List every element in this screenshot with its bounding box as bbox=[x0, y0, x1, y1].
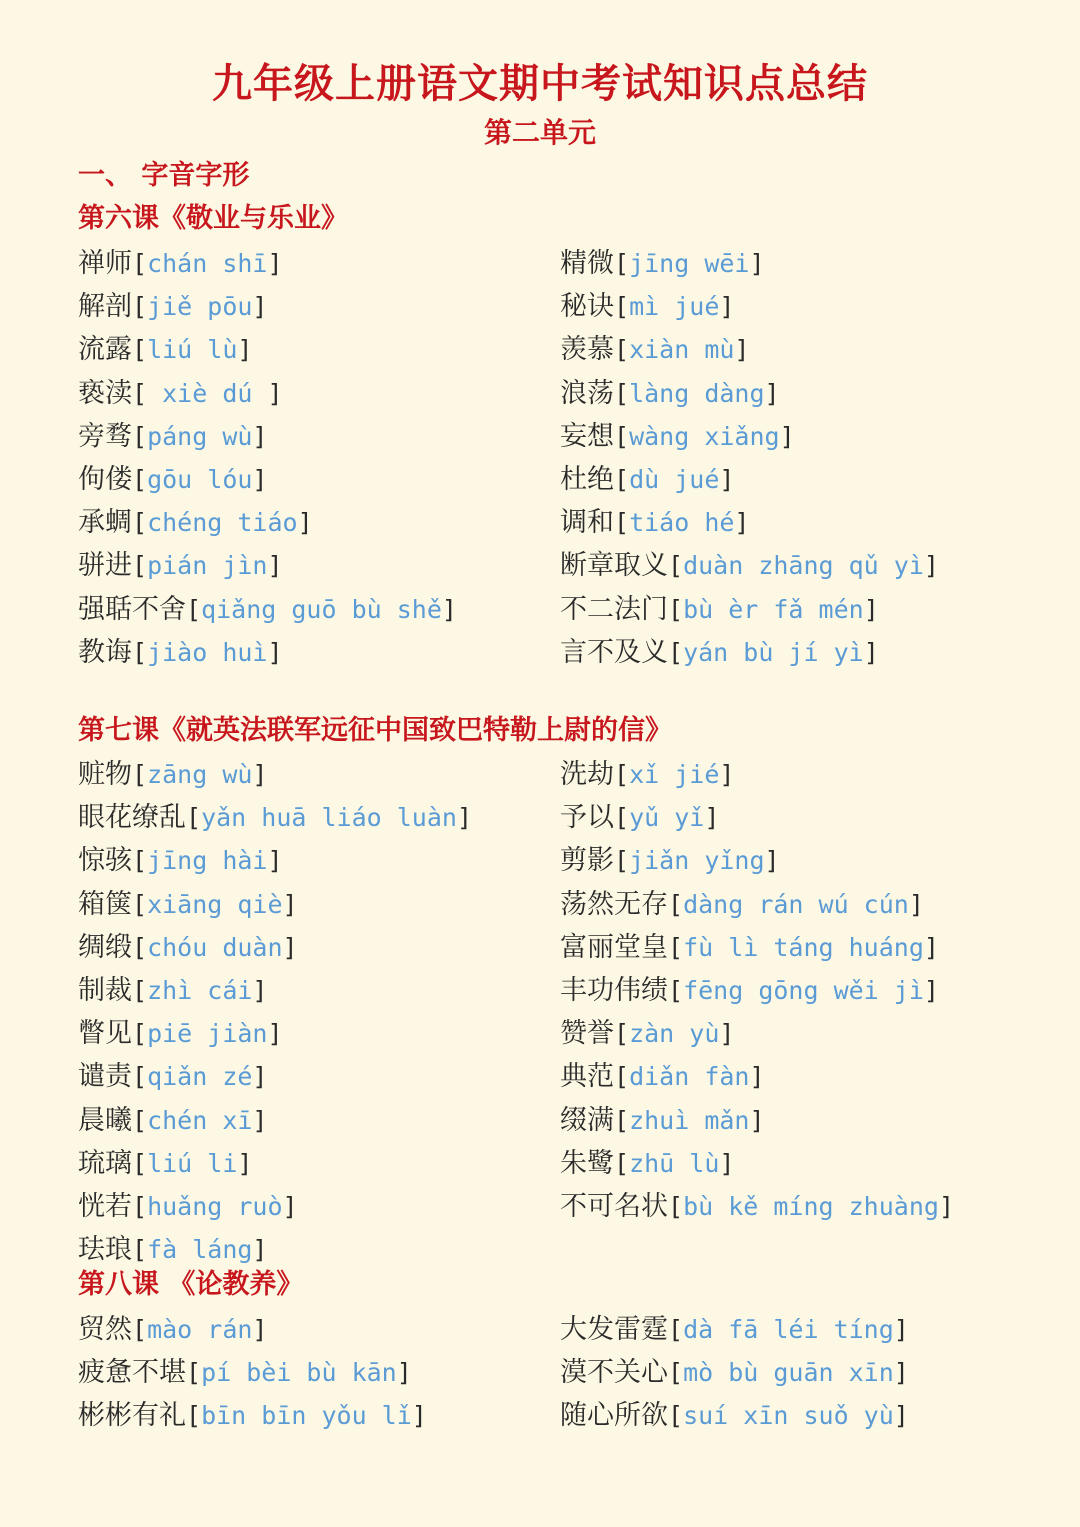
left-bracket: [ bbox=[614, 846, 630, 876]
vocab-entry bbox=[78, 1394, 560, 1437]
right-bracket: ] bbox=[297, 508, 313, 538]
vocab-word: 亵渎 bbox=[78, 377, 132, 409]
vocab-word: 予以 bbox=[560, 802, 614, 834]
vocab-pinyin: diǎn fàn bbox=[629, 1062, 750, 1092]
left-bracket: [ bbox=[614, 1148, 630, 1178]
left-bracket: [ bbox=[668, 1191, 684, 1221]
left-bracket: [ bbox=[132, 932, 148, 962]
left-bracket: [ bbox=[132, 1105, 148, 1135]
left-bracket: [ bbox=[614, 378, 630, 408]
vocab-word: 不可名状 bbox=[560, 1190, 668, 1222]
vocab-pinyin: fà láng bbox=[147, 1235, 253, 1265]
left-bracket: [ bbox=[132, 508, 148, 538]
right-bracket: ] bbox=[252, 464, 268, 494]
vocab-entry bbox=[560, 1099, 1038, 1142]
vocab-entry bbox=[78, 839, 560, 882]
vocab-word: 洗劫 bbox=[560, 759, 614, 790]
vocab-entry bbox=[78, 242, 560, 285]
vocab-pinyin: qiǎng guō bù shě bbox=[201, 594, 442, 624]
vocab-entry bbox=[78, 753, 560, 796]
vocab-entry bbox=[78, 1228, 560, 1271]
vocab-word: 富丽堂皇 bbox=[560, 931, 668, 963]
right-bracket: ] bbox=[267, 378, 283, 408]
vocab-word: 流露 bbox=[78, 334, 132, 366]
vocab-entry bbox=[78, 1099, 560, 1142]
vocab-word: 瞥见 bbox=[78, 1018, 132, 1050]
vocab-entry bbox=[78, 1055, 560, 1098]
right-bracket: ] bbox=[923, 975, 939, 1005]
left-bracket: [ bbox=[132, 464, 148, 494]
right-bracket: ] bbox=[252, 1062, 268, 1092]
vocab-pinyin: bù kě míng zhuàng bbox=[683, 1191, 939, 1221]
vocab-entry bbox=[560, 544, 1038, 587]
vocab-pinyin: xiāng qiè bbox=[147, 889, 283, 919]
vocab-word: 眼花缭乱 bbox=[78, 802, 186, 834]
left-bracket: [ bbox=[668, 975, 684, 1005]
vocab-entry bbox=[78, 1185, 560, 1228]
vocab-word: 教诲 bbox=[78, 636, 132, 668]
left-bracket: [ bbox=[614, 421, 630, 451]
right-bracket: ] bbox=[893, 1358, 909, 1388]
left-bracket: [ bbox=[614, 508, 630, 538]
vocab-pinyin: xiàn mù bbox=[629, 335, 735, 365]
vocab-entry bbox=[78, 501, 560, 544]
vocab-pinyin: pí bèi bù kān bbox=[201, 1358, 397, 1388]
document-title: 九年级上册语文期中考试知识点总结 bbox=[212, 60, 868, 107]
vocab-pinyin: jiě pōu bbox=[147, 292, 253, 322]
vocab-word: 羡慕 bbox=[560, 334, 614, 366]
right-bracket: ] bbox=[267, 1019, 283, 1049]
right-bracket: ] bbox=[908, 889, 924, 919]
vocab-pinyin: chóu duàn bbox=[147, 932, 283, 962]
vocab-word: 随心所欲 bbox=[560, 1400, 668, 1432]
right-bracket: ] bbox=[411, 1401, 427, 1431]
vocab-entry bbox=[560, 753, 1038, 796]
vocab-entry bbox=[560, 839, 1038, 882]
vocab-pinyin: mò bù guān xīn bbox=[683, 1358, 894, 1388]
left-bracket: [ bbox=[668, 889, 684, 919]
vocab-pinyin: jiǎn yǐng bbox=[629, 846, 765, 876]
vocab-word: 秘诀 bbox=[560, 291, 614, 323]
vocab-pinyin: bīn bīn yǒu lǐ bbox=[201, 1401, 412, 1431]
vocab-word: 精微 bbox=[560, 248, 614, 279]
vocab-word: 典范 bbox=[560, 1061, 614, 1093]
section-heading: 一、 字音字形 bbox=[78, 160, 250, 191]
vocab-entry bbox=[560, 328, 1038, 371]
right-bracket: ] bbox=[923, 932, 939, 962]
vocab-entry bbox=[78, 796, 560, 839]
lesson-7-heading: 第七课《就英法联军远征中国致巴特勒上尉的信》 bbox=[78, 715, 672, 746]
left-bracket: [ bbox=[614, 335, 630, 365]
right-bracket: ] bbox=[764, 846, 780, 876]
vocab-word: 妄想 bbox=[560, 420, 614, 452]
left-bracket: [ bbox=[614, 1105, 630, 1135]
right-bracket: ] bbox=[779, 421, 795, 451]
vocab-pinyin: dù jué bbox=[629, 464, 720, 494]
vocab-pinyin: xiè dú bbox=[147, 378, 268, 408]
left-bracket: [ bbox=[186, 594, 202, 624]
vocab-pinyin: chéng tiáo bbox=[147, 508, 298, 538]
unit-subtitle: 第二单元 bbox=[483, 116, 596, 149]
vocab-entry bbox=[560, 285, 1038, 328]
vocab-word: 大发雷霆 bbox=[560, 1314, 668, 1345]
vocab-pinyin: zhū lù bbox=[629, 1148, 720, 1178]
vocab-entry bbox=[560, 926, 1038, 969]
left-bracket: [ bbox=[132, 551, 148, 581]
vocab-word: 调和 bbox=[560, 507, 614, 539]
right-bracket: ] bbox=[719, 1148, 735, 1178]
lesson-8-vocab-grid bbox=[78, 1308, 1038, 1438]
vocab-entry bbox=[560, 1351, 1038, 1394]
left-bracket: [ bbox=[186, 1358, 202, 1388]
right-bracket: ] bbox=[923, 551, 939, 581]
right-bracket: ] bbox=[719, 760, 735, 789]
vocab-pinyin: jiào huì bbox=[147, 637, 268, 667]
vocab-pinyin: páng wù bbox=[147, 421, 253, 451]
right-bracket: ] bbox=[893, 1401, 909, 1431]
left-bracket: [ bbox=[614, 464, 630, 494]
vocab-pinyin: gōu lóu bbox=[147, 464, 253, 494]
vocab-entry bbox=[78, 631, 560, 674]
left-bracket: [ bbox=[132, 975, 148, 1005]
vocab-entry bbox=[560, 501, 1038, 544]
vocab-pinyin: duàn zhāng qǔ yì bbox=[683, 551, 924, 581]
vocab-pinyin: fù lì táng huáng bbox=[683, 932, 924, 962]
left-bracket: [ bbox=[668, 551, 684, 581]
left-bracket: [ bbox=[614, 1062, 630, 1092]
right-bracket: ] bbox=[252, 1105, 268, 1135]
vocab-pinyin: chén xī bbox=[147, 1105, 253, 1135]
vocab-pinyin: fēng gōng wěi jì bbox=[683, 975, 924, 1005]
vocab-pinyin: mào rán bbox=[147, 1315, 253, 1344]
left-bracket: [ bbox=[132, 1062, 148, 1092]
vocab-word: 彬彬有礼 bbox=[78, 1400, 186, 1432]
left-bracket: [ bbox=[614, 760, 630, 789]
vocab-entry bbox=[78, 588, 560, 631]
vocab-word: 赃物 bbox=[78, 759, 132, 790]
vocab-word: 强聒不舍 bbox=[78, 593, 186, 625]
left-bracket: [ bbox=[132, 846, 148, 876]
right-bracket: ] bbox=[267, 249, 283, 278]
left-bracket: [ bbox=[186, 1401, 202, 1431]
right-bracket: ] bbox=[237, 335, 253, 365]
right-bracket: ] bbox=[237, 1148, 253, 1178]
vocab-word: 朱鹭 bbox=[560, 1147, 614, 1179]
right-bracket: ] bbox=[893, 1315, 909, 1344]
vocab-pinyin: dàng rán wú cún bbox=[683, 889, 909, 919]
left-bracket: [ bbox=[132, 1235, 148, 1265]
vocab-word: 缀满 bbox=[560, 1104, 614, 1136]
vocab-word: 疲惫不堪 bbox=[78, 1357, 186, 1389]
right-bracket: ] bbox=[282, 1191, 298, 1221]
left-bracket: [ bbox=[132, 292, 148, 322]
left-bracket: [ bbox=[132, 1315, 148, 1344]
vocab-pinyin: suí xīn suǒ yù bbox=[683, 1401, 894, 1431]
left-bracket: [ bbox=[132, 1019, 148, 1049]
left-bracket: [ bbox=[132, 889, 148, 919]
vocab-word: 制裁 bbox=[78, 974, 132, 1006]
vocab-word: 骈进 bbox=[78, 550, 132, 582]
vocab-entry bbox=[78, 1351, 560, 1394]
right-bracket: ] bbox=[719, 1019, 735, 1049]
vocab-entry bbox=[560, 1055, 1038, 1098]
vocab-word: 赞誉 bbox=[560, 1018, 614, 1050]
vocab-pinyin: yǔ yǐ bbox=[629, 803, 705, 833]
right-bracket: ] bbox=[267, 846, 283, 876]
vocab-word: 言不及义 bbox=[560, 636, 668, 668]
right-bracket: ] bbox=[252, 975, 268, 1005]
vocab-pinyin: dà fā léi tíng bbox=[683, 1315, 894, 1344]
vocab-entry bbox=[560, 796, 1038, 839]
vocab-word: 箱箧 bbox=[78, 888, 132, 920]
right-bracket: ] bbox=[734, 508, 750, 538]
vocab-pinyin: jīng wēi bbox=[629, 249, 750, 278]
right-bracket: ] bbox=[441, 594, 457, 624]
right-bracket: ] bbox=[252, 1315, 268, 1344]
vocab-word: 丰功伟绩 bbox=[560, 974, 668, 1006]
right-bracket: ] bbox=[719, 464, 735, 494]
left-bracket: [ bbox=[132, 1191, 148, 1221]
vocab-entry bbox=[560, 458, 1038, 501]
vocab-word: 不二法门 bbox=[560, 593, 668, 625]
left-bracket: [ bbox=[668, 637, 684, 667]
right-bracket: ] bbox=[252, 1235, 268, 1265]
left-bracket: [ bbox=[132, 637, 148, 667]
right-bracket: ] bbox=[749, 1062, 765, 1092]
vocab-entry bbox=[560, 1308, 1038, 1351]
vocab-word: 佝偻 bbox=[78, 463, 132, 495]
left-bracket: [ bbox=[668, 932, 684, 962]
vocab-pinyin: liú li bbox=[147, 1148, 238, 1178]
vocab-entry bbox=[560, 372, 1038, 415]
vocab-word: 断章取义 bbox=[560, 550, 668, 582]
left-bracket: [ bbox=[668, 1401, 684, 1431]
left-bracket: [ bbox=[132, 421, 148, 451]
left-bracket: [ bbox=[614, 1019, 630, 1049]
vocab-word: 谴责 bbox=[78, 1061, 132, 1093]
vocab-entry bbox=[78, 883, 560, 926]
vocab-pinyin: làng dàng bbox=[629, 378, 765, 408]
right-bracket: ] bbox=[749, 1105, 765, 1135]
vocab-word: 晨曦 bbox=[78, 1104, 132, 1136]
vocab-pinyin: yǎn huā liáo luàn bbox=[201, 803, 457, 833]
vocab-pinyin: tiáo hé bbox=[629, 508, 735, 538]
right-bracket: ] bbox=[456, 803, 472, 833]
right-bracket: ] bbox=[267, 637, 283, 667]
vocab-entry bbox=[78, 544, 560, 587]
vocab-entry bbox=[560, 1394, 1038, 1437]
vocab-word: 恍若 bbox=[78, 1190, 132, 1222]
vocab-word: 惊骇 bbox=[78, 845, 132, 877]
vocab-pinyin: zāng wù bbox=[147, 760, 253, 789]
right-bracket: ] bbox=[719, 292, 735, 322]
vocab-word: 绸缎 bbox=[78, 931, 132, 963]
vocab-entry bbox=[560, 1012, 1038, 1055]
left-bracket: [ bbox=[668, 1358, 684, 1388]
vocab-entry bbox=[78, 415, 560, 458]
vocab-pinyin: wàng xiǎng bbox=[629, 421, 780, 451]
right-bracket: ] bbox=[252, 292, 268, 322]
vocab-entry bbox=[560, 242, 1038, 285]
vocab-entry bbox=[78, 458, 560, 501]
left-bracket: [ bbox=[614, 292, 630, 322]
vocab-word: 禅师 bbox=[78, 248, 132, 279]
left-bracket: [ bbox=[132, 335, 148, 365]
left-bracket: [ bbox=[614, 249, 630, 278]
vocab-pinyin: qiǎn zé bbox=[147, 1062, 253, 1092]
right-bracket: ] bbox=[252, 760, 268, 789]
vocab-pinyin: huǎng ruò bbox=[147, 1191, 283, 1221]
right-bracket: ] bbox=[396, 1358, 412, 1388]
vocab-word: 浪荡 bbox=[560, 377, 614, 409]
vocab-word: 旁骛 bbox=[78, 420, 132, 452]
right-bracket: ] bbox=[267, 551, 283, 581]
vocab-pinyin: piē jiàn bbox=[147, 1019, 268, 1049]
right-bracket: ] bbox=[704, 803, 720, 833]
vocab-entry bbox=[78, 1012, 560, 1055]
vocab-pinyin: chán shī bbox=[147, 249, 268, 278]
left-bracket: [ bbox=[668, 594, 684, 624]
vocab-word: 漠不关心 bbox=[560, 1357, 668, 1389]
vocab-entry bbox=[560, 1185, 1038, 1228]
left-bracket: [ bbox=[186, 803, 202, 833]
left-bracket: [ bbox=[132, 1148, 148, 1178]
right-bracket: ] bbox=[863, 637, 879, 667]
right-bracket: ] bbox=[252, 421, 268, 451]
vocab-pinyin: yán bù jí yì bbox=[683, 637, 864, 667]
vocab-pinyin: jīng hài bbox=[147, 846, 268, 876]
vocab-pinyin: mì jué bbox=[629, 292, 720, 322]
right-bracket: ] bbox=[863, 594, 879, 624]
vocab-entry bbox=[78, 926, 560, 969]
left-bracket: [ bbox=[614, 803, 630, 833]
vocab-word: 解剖 bbox=[78, 291, 132, 323]
vocab-pinyin: xǐ jié bbox=[629, 760, 720, 789]
left-bracket: [ bbox=[132, 378, 148, 408]
vocab-word: 珐琅 bbox=[78, 1234, 132, 1266]
vocab-entry bbox=[78, 372, 560, 415]
left-bracket: [ bbox=[668, 1315, 684, 1344]
left-bracket: [ bbox=[132, 760, 148, 789]
lesson-6-vocab-grid bbox=[78, 242, 1038, 674]
right-bracket: ] bbox=[764, 378, 780, 408]
vocab-entry bbox=[78, 328, 560, 371]
vocab-entry bbox=[78, 1142, 560, 1185]
vocab-word: 杜绝 bbox=[560, 463, 614, 495]
vocab-entry bbox=[78, 969, 560, 1012]
right-bracket: ] bbox=[282, 932, 298, 962]
lesson-6-heading: 第六课《敬业与乐业》 bbox=[78, 203, 348, 234]
lesson-8-heading: 第八课 《论教养》 bbox=[78, 1269, 304, 1300]
right-bracket: ] bbox=[938, 1191, 954, 1221]
right-bracket: ] bbox=[282, 889, 298, 919]
vocab-entry bbox=[560, 631, 1038, 674]
vocab-entry bbox=[78, 1308, 560, 1351]
vocab-word: 承蜩 bbox=[78, 507, 132, 539]
vocab-pinyin: pián jìn bbox=[147, 551, 268, 581]
left-bracket: [ bbox=[132, 249, 148, 278]
vocab-word: 剪影 bbox=[560, 845, 614, 877]
vocab-pinyin: bù èr fǎ mén bbox=[683, 594, 864, 624]
lesson-7-vocab-grid bbox=[78, 753, 1038, 1271]
vocab-pinyin: zàn yù bbox=[629, 1019, 720, 1049]
vocab-word: 贸然 bbox=[78, 1314, 132, 1345]
vocab-entry bbox=[560, 969, 1038, 1012]
vocab-pinyin: liú lù bbox=[147, 335, 238, 365]
vocab-entry bbox=[560, 883, 1038, 926]
vocab-pinyin: zhuì mǎn bbox=[629, 1105, 750, 1135]
vocab-entry bbox=[560, 1142, 1038, 1185]
vocab-entry bbox=[560, 588, 1038, 631]
vocab-entry bbox=[560, 415, 1038, 458]
right-bracket: ] bbox=[734, 335, 750, 365]
vocab-pinyin: zhì cái bbox=[147, 975, 253, 1005]
right-bracket: ] bbox=[749, 249, 765, 278]
vocab-word: 琉璃 bbox=[78, 1147, 132, 1179]
vocab-word: 荡然无存 bbox=[560, 888, 668, 920]
vocab-entry bbox=[78, 285, 560, 328]
